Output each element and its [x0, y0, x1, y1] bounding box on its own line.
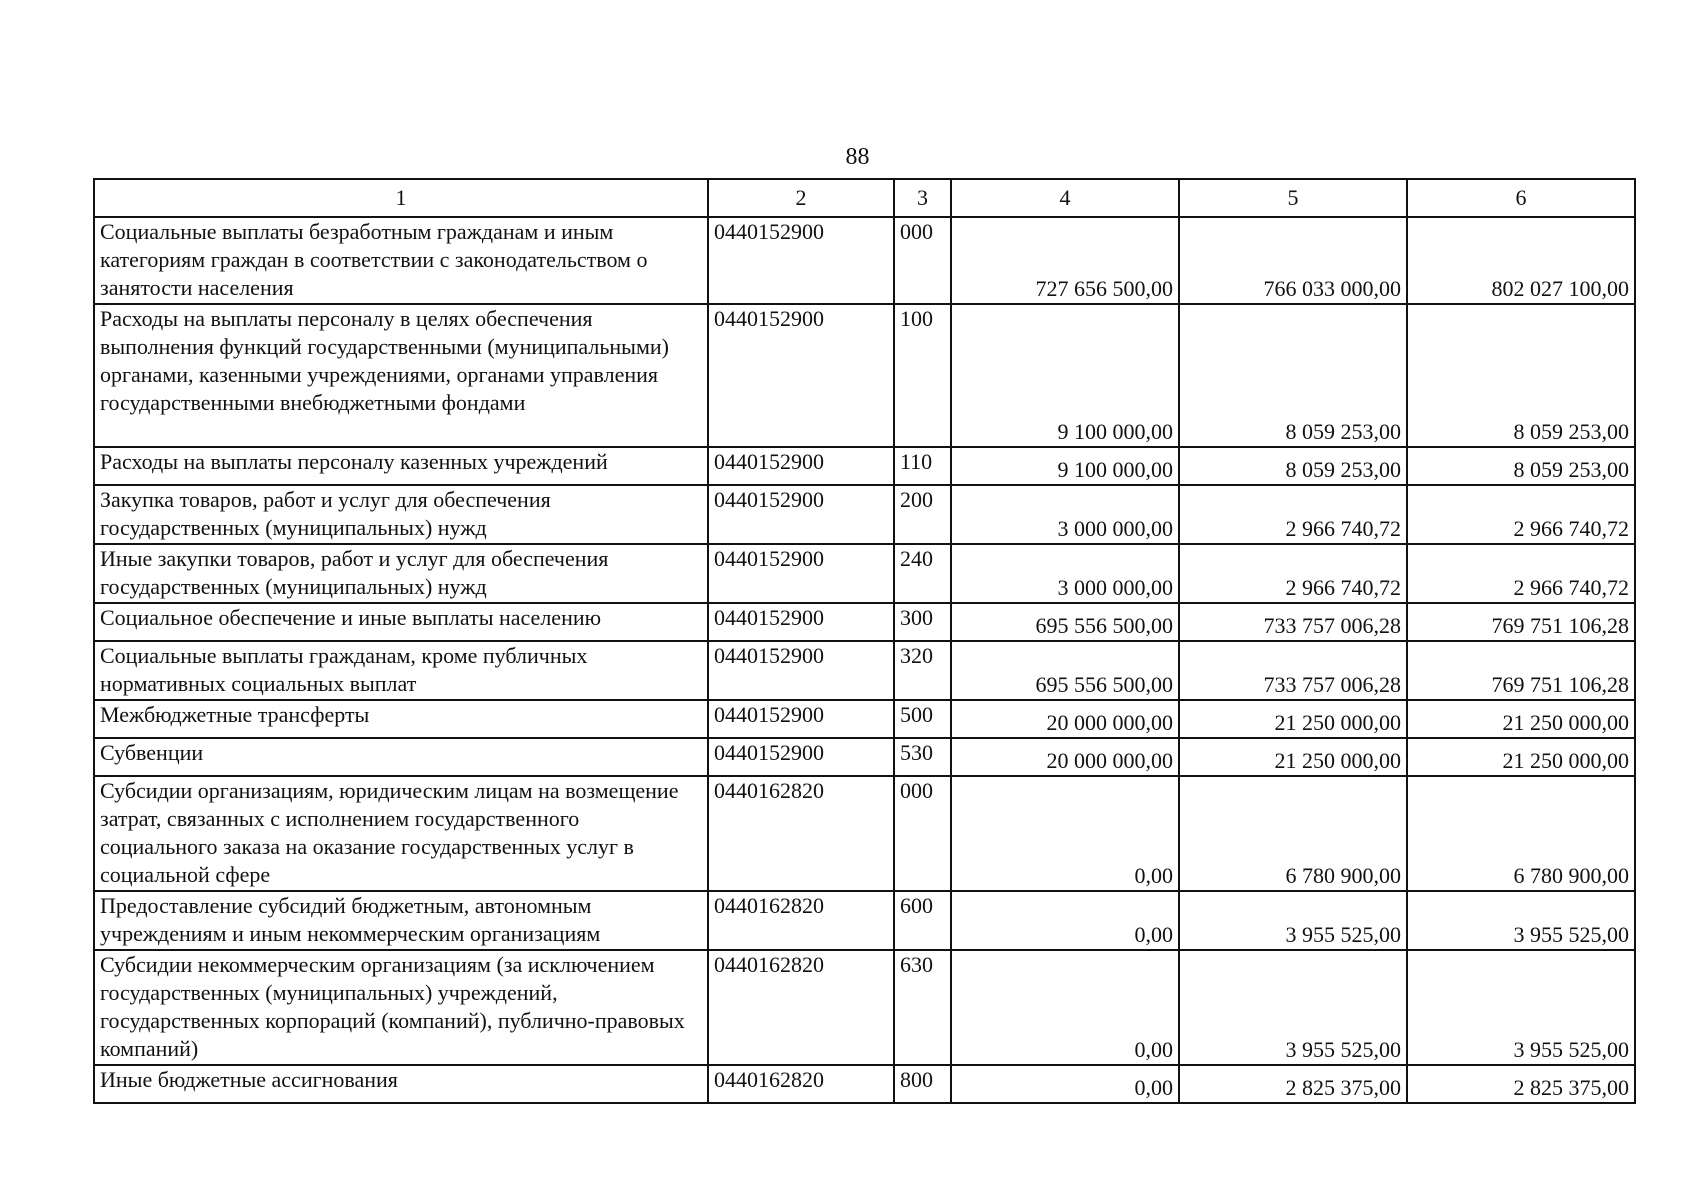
row-value-6: 8 059 253,00	[1407, 304, 1635, 447]
table-header	[94, 179, 1635, 217]
row-code: 0440152900	[708, 738, 894, 776]
row-name: Межбюджетные трансферты	[94, 700, 708, 738]
row-code: 0440162820	[708, 776, 894, 891]
header-col-3: 3	[894, 179, 951, 217]
row-value-6: 2 825 375,00	[1407, 1065, 1635, 1103]
row-value-5: 2 966 740,72	[1179, 485, 1407, 544]
row-value-5: 21 250 000,00	[1179, 700, 1407, 738]
row-name: Расходы на выплаты персоналу казенных учреждений	[94, 447, 708, 485]
header-col-6: 6	[1407, 179, 1635, 217]
row-name: Субвенции	[94, 738, 708, 776]
row-value-6: 3 955 525,00	[1407, 950, 1635, 1065]
row-code: 0440152900	[708, 700, 894, 738]
row-type: 000	[894, 217, 951, 304]
row-value-6: 3 955 525,00	[1407, 891, 1635, 950]
row-type: 200	[894, 485, 951, 544]
table-row	[94, 891, 1635, 950]
row-code: 0440152900	[708, 603, 894, 641]
row-type: 500	[894, 700, 951, 738]
row-name: Субсидии некоммерческим организациям (за исключением государственных (муниципальных) учреждений, государственных корпораций (компаний), публично-правовых компаний)	[94, 950, 708, 1065]
row-value-5: 2 966 740,72	[1179, 544, 1407, 603]
header-col-5: 5	[1179, 179, 1407, 217]
row-name: Иные бюджетные ассигнования	[94, 1065, 708, 1103]
row-value-6: 769 751 106,28	[1407, 603, 1635, 641]
row-value-6: 2 966 740,72	[1407, 485, 1635, 544]
table-row	[94, 950, 1635, 1065]
row-type: 800	[894, 1065, 951, 1103]
row-value-6: 21 250 000,00	[1407, 700, 1635, 738]
row-value-4: 3 000 000,00	[951, 544, 1179, 603]
row-value-5: 8 059 253,00	[1179, 304, 1407, 447]
row-code: 0440162820	[708, 950, 894, 1065]
row-value-6: 6 780 900,00	[1407, 776, 1635, 891]
table-row	[94, 544, 1635, 603]
table-row	[94, 447, 1635, 485]
row-value-4: 0,00	[951, 950, 1179, 1065]
row-value-4: 0,00	[951, 776, 1179, 891]
row-value-5: 8 059 253,00	[1179, 447, 1407, 485]
row-type: 320	[894, 641, 951, 700]
row-value-5: 21 250 000,00	[1179, 738, 1407, 776]
row-type: 300	[894, 603, 951, 641]
row-code: 0440152900	[708, 304, 894, 447]
row-type: 530	[894, 738, 951, 776]
header-col-1: 1	[94, 179, 708, 217]
row-value-4: 0,00	[951, 1065, 1179, 1103]
row-value-5: 2 825 375,00	[1179, 1065, 1407, 1103]
row-value-5: 733 757 006,28	[1179, 603, 1407, 641]
row-code: 0440152900	[708, 217, 894, 304]
row-name: Субсидии организациям, юридическим лицам на возмещение затрат, связанных с исполнением государственного социального заказа на оказание государственных услуг в социальной сфере	[94, 776, 708, 891]
table-body	[94, 217, 1635, 1103]
row-code: 0440162820	[708, 1065, 894, 1103]
row-value-4: 9 100 000,00	[951, 304, 1179, 447]
row-code: 0440152900	[708, 544, 894, 603]
row-value-4: 727 656 500,00	[951, 217, 1179, 304]
row-value-6: 21 250 000,00	[1407, 738, 1635, 776]
table-row	[94, 776, 1635, 891]
header-col-2: 2	[708, 179, 894, 217]
row-name: Иные закупки товаров, работ и услуг для обеспечения государственных (муниципальных) нужд	[94, 544, 708, 603]
row-value-4: 695 556 500,00	[951, 641, 1179, 700]
table-row	[94, 641, 1635, 700]
row-code: 0440152900	[708, 447, 894, 485]
row-type: 000	[894, 776, 951, 891]
row-value-4: 0,00	[951, 891, 1179, 950]
row-type: 110	[894, 447, 951, 485]
table-row	[94, 700, 1635, 738]
row-code: 0440152900	[708, 485, 894, 544]
header-col-4: 4	[951, 179, 1179, 217]
page-number: 88	[845, 144, 870, 170]
row-value-4: 9 100 000,00	[951, 447, 1179, 485]
header-row	[94, 179, 1635, 217]
table-row	[94, 738, 1635, 776]
row-type: 100	[894, 304, 951, 447]
row-value-4: 695 556 500,00	[951, 603, 1179, 641]
table-row	[94, 217, 1635, 304]
row-value-4: 20 000 000,00	[951, 700, 1179, 738]
row-name: Социальное обеспечение и иные выплаты населению	[94, 603, 708, 641]
row-value-6: 8 059 253,00	[1407, 447, 1635, 485]
row-name: Предоставление субсидий бюджетным, автономным учреждениям и иным некоммерческим организациям	[94, 891, 708, 950]
row-value-5: 6 780 900,00	[1179, 776, 1407, 891]
row-type: 240	[894, 544, 951, 603]
row-code: 0440152900	[708, 641, 894, 700]
row-name: Закупка товаров, работ и услуг для обеспечения государственных (муниципальных) нужд	[94, 485, 708, 544]
row-value-5: 3 955 525,00	[1179, 891, 1407, 950]
row-value-5: 3 955 525,00	[1179, 950, 1407, 1065]
row-name: Социальные выплаты безработным гражданам и иным категориям граждан в соответствии с законодательством о занятости населения	[94, 217, 708, 304]
row-name: Расходы на выплаты персоналу в целях обеспечения выполнения функций государственными (муниципальными) органами, казенными учреждениями, органами управления государственными внебюджетными фондами	[94, 304, 708, 447]
row-value-6: 802 027 100,00	[1407, 217, 1635, 304]
table-row	[94, 1065, 1635, 1103]
table-row	[94, 603, 1635, 641]
row-name: Социальные выплаты гражданам, кроме публичных нормативных социальных выплат	[94, 641, 708, 700]
row-value-6: 2 966 740,72	[1407, 544, 1635, 603]
row-value-5: 766 033 000,00	[1179, 217, 1407, 304]
row-value-6: 769 751 106,28	[1407, 641, 1635, 700]
row-code: 0440162820	[708, 891, 894, 950]
budget-table	[93, 178, 1636, 1104]
table-row	[94, 304, 1635, 447]
row-value-4: 3 000 000,00	[951, 485, 1179, 544]
row-type: 600	[894, 891, 951, 950]
row-value-5: 733 757 006,28	[1179, 641, 1407, 700]
row-type: 630	[894, 950, 951, 1065]
table-row	[94, 485, 1635, 544]
row-value-4: 20 000 000,00	[951, 738, 1179, 776]
